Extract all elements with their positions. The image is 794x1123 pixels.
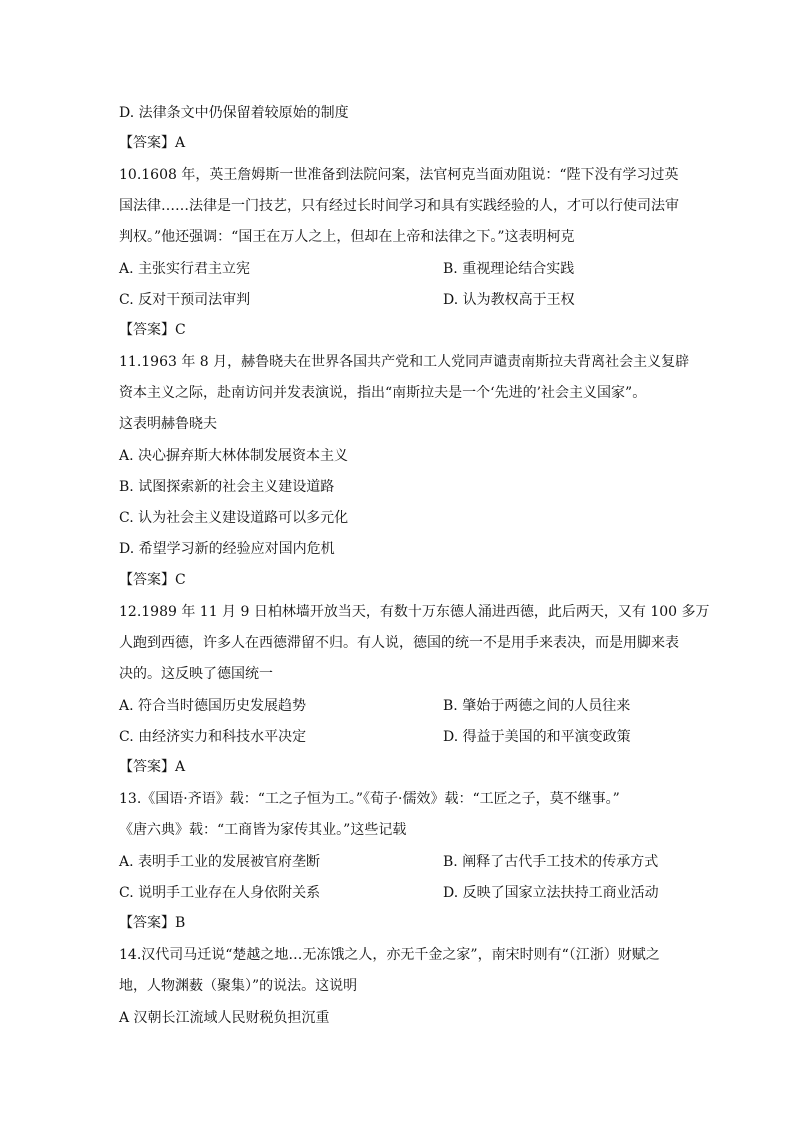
q13-option-a: A. 表明手工业的发展被官府垄断 [119,854,321,870]
q13-answer: 【答案】B [119,915,186,931]
q11-stem-line2: 资本主义之际，赴南访问并发表演说，指出“南斯拉夫是一个‘先进的’社会主义国家”。 [119,385,647,401]
q11-option-b: B. 试图探索新的社会主义建设道路 [119,479,335,495]
q12-option-c: C. 由经济实力和科技水平决定 [119,729,307,745]
q13-option-b: B. 阐释了古代手工技术的传承方式 [443,854,659,870]
q13-option-d: D. 反映了国家立法扶持工商业活动 [443,885,659,901]
q14-stem-line2: 地，人物渊薮（聚集）”的说法。这说明 [119,978,358,994]
q13-stem-line2: 《唐六典》载：“工商皆为家传其业。”这些记载 [119,822,407,838]
q10-option-d: D. 认为教权高于王权 [443,292,575,308]
q10-option-c: C. 反对干预司法审判 [119,292,251,308]
q11-option-a: A. 决心摒弃斯大林体制发展资本主义 [119,448,349,464]
q11-option-c: C. 认为社会主义建设道路可以多元化 [119,510,349,526]
q10-stem-line1: 10.1608 年，英王詹姆斯一世准备到法院问案，法官柯克当面劝阻说：“陛下没有学习过英 [119,167,679,183]
q10-option-b: B. 重视理论结合实践 [443,261,575,277]
q9-answer: 【答案】A [119,135,186,151]
q10-stem-line2: 国法律……法律是一门技艺，只有经过长时间学习和具有实践经验的人，才可以行使司法审 [119,198,679,214]
q10-answer: 【答案】C [119,322,186,338]
q11-answer: 【答案】C [119,572,186,588]
q12-option-a: A. 符合当时德国历史发展趋势 [119,698,307,714]
q13-option-c: C. 说明手工业存在人身依附关系 [119,885,321,901]
q11-stem-line3: 这表明赫鲁晓夫 [119,416,217,432]
q14-stem-line1: 14.汉代司马迁说“楚越之地…无冻饿之人，亦无千金之家”，南宋时则有“（江浙）财赋之 [119,947,660,963]
q12-answer: 【答案】A [119,759,186,775]
q12-option-b: B. 肇始于两德之间的人员往来 [443,698,631,714]
q14-option-a: A 汉朝长江流域人民财税负担沉重 [119,1010,330,1026]
q12-option-d: D. 得益于美国的和平演变政策 [443,729,631,745]
q13-stem-line1: 13.《国语·齐语》载：“工之子恒为工。”《荀子·儒效》载：“工匠之子，莫不继事。” [119,791,620,807]
q12-stem-line2: 人跑到西德，许多人在西德滞留不归。有人说，德国的统一不是用手来表决，而是用脚来表 [119,635,679,651]
q12-stem-line1: 12.1989 年 11 月 9 日柏林墙开放当天，有数十万东德人涌进西德，此后两天，又有 100 多万 [119,604,710,620]
q9-option-d: D. 法律条文中仍保留着较原始的制度 [119,105,349,121]
q12-stem-line3: 决的。这反映了德国统一 [119,666,273,682]
q11-option-d: D. 希望学习新的经验应对国内危机 [119,541,335,557]
q10-option-a: A. 主张实行君主立宪 [119,261,251,277]
q10-stem-line3: 判权。”他还强调：“国王在万人之上，但却在上帝和法律之下。”这表明柯克 [119,229,575,245]
q11-stem-line1: 11.1963 年 8 月，赫鲁晓夫在世界各国共产党和工人党同声谴责南斯拉夫背离社会主义复辟 [119,354,690,370]
